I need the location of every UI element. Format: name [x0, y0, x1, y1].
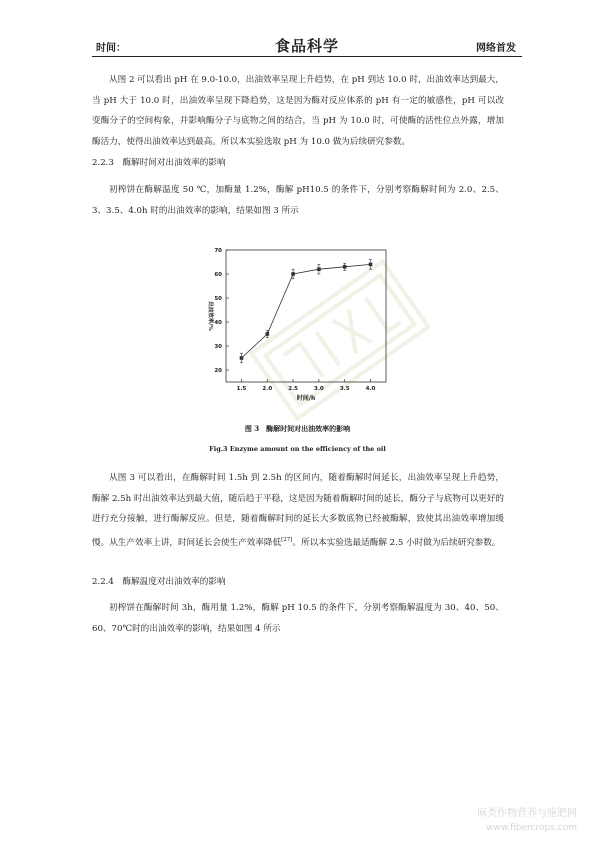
plot-frame [226, 250, 386, 382]
y-tick-label-4: 60 [214, 272, 222, 278]
y-tick-label-1: 30 [214, 344, 222, 350]
journal-title: 食品科学 [274, 37, 339, 55]
data-point-3 [317, 267, 321, 271]
site-watermark-url: www.fibercrops.com [486, 823, 577, 833]
paragraph-time-conditions: 初榨饼在酶解温度 50 ℃，加酶量 1.2%，酶解 pH10.5 的条件下，分别考察酶解时间为 2.0、2.5、3、3.5、4.0h 时的出油效率的影响，结果如图 3 所示 [92, 185, 504, 216]
chart-marks [240, 260, 373, 363]
y-tick-label-2: 40 [214, 320, 222, 326]
section-heading-2-2-4: 2.2.4 酶解温度对出油效率的影响 [92, 577, 226, 587]
data-point-0 [240, 356, 244, 360]
y-tick-label-5: 70 [214, 248, 222, 254]
paragraph-time-analysis-text: 从图 3 可以看出，在酶解时间 1.5h 到 2.5h 的区间内，随着酶解时间延长，出油效率呈现上升趋势，酶解 2.5h 时出油效率达到最大值，随后趋于平稳，这是因为随着酶解时间的延长，酶分子与底物可以更好的进行充分接触，进行酶解反应。但是，随着酶解时间的延长大多数底物已经被酶解，致使其出油效率增加缓慢。从生产效率上讲，时间延长会使生产效率降低 [92, 473, 504, 548]
x-tick-label-2: 2.5 [288, 386, 298, 392]
data-point-4 [343, 265, 347, 269]
x-tick-label-5: 4.0 [365, 386, 376, 392]
y-tick-label-0: 20 [214, 368, 222, 374]
paragraph-temperature-conditions: 初榨饼在酶解时间 3h，酶用量 1.2%，酶解 pH 10.5 的条件下，分别考察酶解温度为 30、40、50、60、70℃时的出油效率的影响，结果如图 4 所示 [92, 603, 504, 634]
paragraph-ph-analysis: 从图 2 可以看出 pH 在 9.0-10.0，出油效率呈现上升趋势，在 pH 到达 10.0 时，出油效率达到最大，当 pH 大于 10.0 时，出油效率呈现下降趋势，这是因为酶对反应体系的 pH 有一定的敏感性，pH 可以改变酶分子的空间构象，并影响酶分子与底物之间的结合，当 pH 为 10.0 时，可使酶的活性位点外露，增加酶活力，使得出油效率达到最高。所以本实验选取 pH 为 10.0 做为后续研究参数。 [92, 75, 504, 147]
data-point-5 [369, 263, 373, 267]
publication-status: 网络首发 [476, 43, 516, 54]
header-date-label: 时间： [96, 43, 126, 54]
chart-enzymolysis-time [200, 244, 390, 404]
page-header [92, 34, 522, 57]
data-point-2 [291, 272, 295, 276]
x-tick-label-0: 1.5 [236, 386, 247, 392]
series-line-0 [241, 264, 370, 358]
paragraph-time-analysis-conclusion: 。所以本实验选最适酶解 2.5 小时做为后续研究参数。 [292, 537, 501, 548]
figure-caption-chinese: 图 3 酶解时间对出油效率的影响 [244, 424, 351, 433]
x-tick-label-3: 3.0 [314, 386, 324, 392]
x-tick-label-1: 2.0 [262, 386, 273, 392]
y-axis-label: 出油效率/% [207, 301, 213, 331]
figure-caption-english: Fig.3 Enzyme amount on the efficiency of the oil [209, 445, 386, 453]
section-heading-2-2-3: 2.2.3 酶解时间对出油效率的影响 [92, 158, 226, 168]
y-tick-label-3: 50 [214, 296, 222, 302]
citation-ref: [27] [281, 536, 293, 543]
chart-axes [207, 248, 386, 402]
paragraph-time-analysis [92, 468, 504, 553]
site-watermark-name: 麻类作物营养与施肥网 [477, 808, 577, 819]
data-point-1 [265, 332, 269, 336]
site-watermark [477, 806, 577, 836]
x-axis-label: 时间/h [296, 395, 316, 402]
x-tick-label-4: 3.5 [339, 386, 350, 392]
